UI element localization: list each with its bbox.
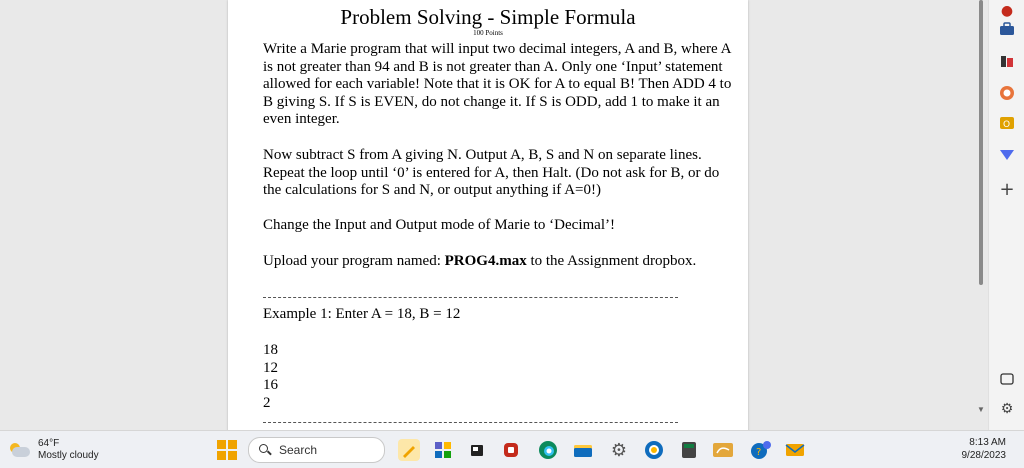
copilot-pencil-icon[interactable] xyxy=(398,439,420,461)
output-line: 16 xyxy=(263,377,278,393)
outlook-icon[interactable] xyxy=(998,114,1016,132)
settings-gear-icon[interactable]: ⚙ xyxy=(610,439,628,461)
svg-text:?: ? xyxy=(756,447,762,458)
task-view-icon[interactable] xyxy=(432,439,454,461)
upload-text-before: Upload your program named: xyxy=(263,253,445,269)
taskbar xyxy=(0,430,1024,468)
output-line: 2 xyxy=(263,394,271,411)
calculator-icon[interactable] xyxy=(678,439,700,461)
games-icon[interactable] xyxy=(998,52,1016,70)
page-title: Problem Solving - Simple Formula xyxy=(340,5,636,29)
output-line: 12 xyxy=(263,359,278,376)
drop-icon[interactable] xyxy=(998,146,1016,164)
add-sidebar-button[interactable]: + xyxy=(999,178,1015,200)
clock-time: 8:13 AM xyxy=(969,437,1006,448)
edge-sidebar xyxy=(988,0,1024,430)
clock-date: 9/28/2023 xyxy=(961,450,1006,461)
file-explorer-icon[interactable] xyxy=(572,439,594,461)
help-icon[interactable] xyxy=(750,439,772,461)
paragraph-output: Now subtract S from A giving N. Output A, B, S and N on separate lines. Repeat the loop until ‘0’ is entered for A, then Halt. (Do not ask for B, or do the calculations for S and N, or output anything if A=0!) xyxy=(263,147,720,198)
scroll-down-arrow[interactable]: ▼ xyxy=(977,405,985,414)
paragraph-instructions: Write a Marie program that will input two decimal integers, A and B, where A is not greater than 94 and B is not greater than A. Only one ‘Input’ statement allowed for each variable! Note that it is OK for A to equal B! Then ADD 4 to B giving S. If S is EVEN, do not change it. If S is ODD, add 1 to make it an even integer. xyxy=(263,41,732,127)
briefcase-icon[interactable] xyxy=(998,20,1016,38)
vertical-scrollbar[interactable] xyxy=(976,0,986,430)
weather-description: Mostly cloudy xyxy=(38,450,99,461)
app-icon[interactable] xyxy=(712,439,734,461)
points-label: 100 Points xyxy=(473,29,503,37)
scroll-thumb[interactable] xyxy=(979,0,983,285)
system-clock[interactable] xyxy=(962,436,1007,462)
search-icon xyxy=(259,444,271,456)
weather-temperature: 64°F xyxy=(38,438,60,449)
upload-text-after: to the Assignment dropbox. xyxy=(526,253,697,269)
cloudy-weather-icon xyxy=(8,442,32,458)
widgets-icon[interactable] xyxy=(466,439,488,461)
dashed-divider xyxy=(263,297,678,298)
photos-icon[interactable] xyxy=(643,439,665,461)
document-page xyxy=(228,0,748,430)
output-line: 18 xyxy=(263,342,278,358)
example-outputs xyxy=(263,342,278,412)
office-icon[interactable] xyxy=(998,84,1016,102)
teams-chat-icon[interactable] xyxy=(500,439,522,461)
search-label: Search xyxy=(279,443,318,457)
mail-icon[interactable] xyxy=(784,439,806,461)
start-button[interactable] xyxy=(216,439,238,461)
program-filename: PROG4.max xyxy=(444,253,527,269)
weather-widget[interactable] xyxy=(8,435,99,465)
taskbar-search[interactable] xyxy=(248,437,385,463)
svg-text:O: O xyxy=(1003,120,1011,130)
paragraph-mode: Change the Input and Output mode of Marie to ‘Decimal’! xyxy=(263,217,615,233)
split-screen-icon[interactable] xyxy=(998,370,1016,388)
settings-gear-icon[interactable]: ⚙ xyxy=(1000,401,1014,417)
paragraph-upload xyxy=(263,253,733,271)
dashed-divider xyxy=(263,422,678,423)
edge-browser-icon[interactable] xyxy=(537,439,559,461)
copilot-icon[interactable]: ● xyxy=(1000,3,1014,19)
example-label: Example 1: Enter A = 18, B = 12 xyxy=(263,306,461,322)
